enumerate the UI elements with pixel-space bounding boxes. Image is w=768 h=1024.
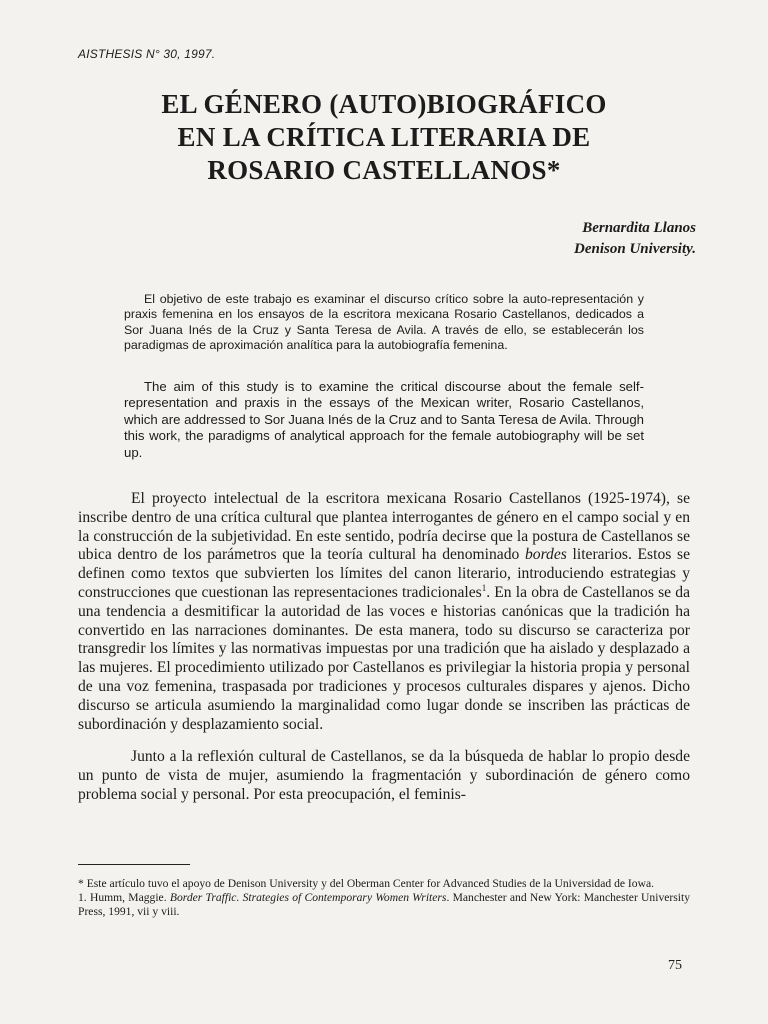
body-text-run: . En la obra de Castellanos se da una tendencia a desmitificar la autoridad de las voces e historias canónicas que la tradición ha convertido en las narraciones dominantes. De esta manera, todo su discurso se caracteriza por transgredir los límites y las normativas impuestas por una tradición que ha aislado y desplazado a las mujeres. El procedimiento utilizado por Castellanos es privilegiar la historia propia y personal de una voz femenina, traspasada por tradiciones y procesos culturales dispares y ajenos. Dicho discurso se articula asumiendo la marginalidad como lugar donde se inscriben las prácticas de subordinación y desplazamiento social.	[78, 583, 690, 733]
abstract-english	[124, 379, 644, 461]
body-text-emphasis: bordes	[524, 546, 567, 564]
page-number: 75	[668, 958, 682, 973]
footnote-divider	[78, 864, 190, 865]
footnotes	[78, 877, 690, 920]
abstract-spanish-text: El objetivo de este trabajo es examinar el discurso crítico sobre la auto-representación y praxis femenina en los ensayos de la escritora mexicana Rosario Castellanos, dedicados a Sor Juana Inés de la Cruz y Santa Teresa de Avila. A través de ello, se establecerán los paradigmas de aproximación analítica para la autobiografía femenina.	[124, 292, 644, 353]
title-line: EL GÉNERO (AUTO)BIOGRÁFICO	[161, 89, 607, 119]
body-paragraph: Junto a la reflexión cultural de Castellanos, se da la búsqueda de hablar lo propio desde un punto de vista de mujer, asumiendo la fragmentación y subordinación de género como problema social y personal. Por esta preocupación, el feminis-	[78, 748, 690, 803]
body-text	[78, 490, 690, 819]
article-title	[60, 88, 708, 187]
footnote-book-title: Border Traffic. Strategies of Contemporary Women Writers	[169, 891, 447, 905]
footnote-1	[78, 891, 690, 919]
footnote-reference[interactable]: 1	[481, 582, 487, 593]
byline	[574, 218, 696, 260]
footnote-text-run: . Manchester and New York: Manchester University Press, 1991, vii y viii.	[78, 891, 690, 919]
body-text-run: literarios. Estos se definen como textos que subvierten los límites del canon literario, introduciendo estrategias y construcciones que cuestionan las representaciones tradicionales	[78, 546, 690, 601]
footnote-star: * Este artículo tuvo el apoyo de Denison University y del Oberman Center for Advanced Studies de la Universidad de Iowa.	[78, 877, 654, 890]
author-affiliation: Denison University.	[574, 241, 696, 257]
abstract-spanish	[124, 292, 644, 354]
body-text-run: El proyecto intelectual de la escritora mexicana Rosario Castellanos (1925-1974), se inscribe dentro de una crítica cultural que plantea interrogantes de género en el campo social y en la construcción de la subjetividad. En este sentido, podría decirse que la postura de Castellanos se ubica dentro de los parámetros que la teoría cultural ha denominado	[78, 490, 690, 564]
abstract-english-text: The aim of this study is to examine the critical discourse about the female self-representation and praxis in the essays of the Mexican writer, Rosario Castellanos, which are addressed to Sor Juana Inés de la Cruz and to Santa Teresa de Avila. Through this work, the paradigms of analytical approach for the female autobiography will be set up.	[124, 379, 644, 460]
title-line: ROSARIO CASTELLANOS*	[207, 155, 561, 185]
body-paragraph	[78, 490, 690, 734]
author-name: Bernardita Llanos	[582, 220, 696, 236]
title-line: EN LA CRÍTICA LITERARIA DE	[177, 122, 591, 152]
journal-header: AISTHESIS N° 30, 1997.	[78, 47, 216, 61]
footnote-text-run: 1. Humm, Maggie.	[78, 891, 170, 905]
